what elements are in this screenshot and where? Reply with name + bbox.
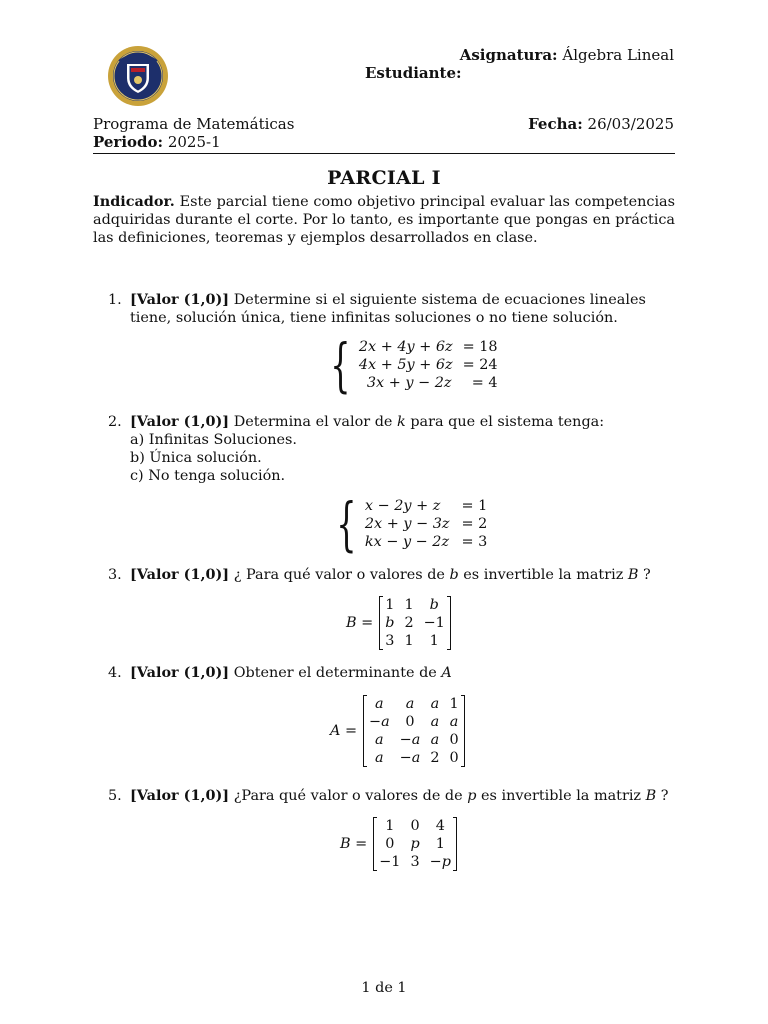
matrix-cell: a <box>449 714 459 730</box>
matrix-cell: 3 <box>410 854 420 870</box>
matrix-cell: a <box>430 696 440 712</box>
date-line <box>528 115 674 133</box>
variable-B: B <box>627 567 639 583</box>
intro-label: Indicador. <box>93 193 175 210</box>
question-2 <box>108 413 676 485</box>
equation-rhs: = 24 <box>462 357 498 373</box>
variable-A: A <box>441 665 452 681</box>
subject-label: Asignatura: <box>459 46 558 64</box>
matrix-cell: 2 <box>404 615 414 631</box>
matrix-cell: −1 <box>423 615 445 631</box>
matrix-q5 <box>340 817 457 871</box>
question-number: 5. <box>108 788 122 804</box>
matrix-cell: 2 <box>430 750 440 766</box>
question-4 <box>108 664 676 682</box>
question-text: Determine si el siguiente sistema de ecuaciones lineales tiene, solución única, tiene infinitas soluciones o no tiene solución. <box>130 292 646 326</box>
question-value: [Valor (1,0)] <box>130 664 230 681</box>
matrix-cell: 0 <box>405 714 415 730</box>
question-value: [Valor (1,0)] <box>130 566 230 583</box>
matrix-cell: −p <box>429 854 451 870</box>
matrix-cell: −a <box>399 750 421 766</box>
question-text: es invertible la matriz <box>476 788 646 804</box>
matrix-cell: 1 <box>429 633 439 649</box>
header-divider <box>93 153 675 154</box>
matrix-label: B = <box>340 836 368 852</box>
system-q2: { x − 2y + z = 1 2x + y − 3z = 2 kx − y − 2z = 3 <box>336 490 488 558</box>
variable-B: B <box>645 788 657 804</box>
question-5 <box>108 787 676 805</box>
institution-seal-icon <box>107 45 169 107</box>
option-c: c) No tenga solución. <box>130 468 286 484</box>
matrix-cell: 4 <box>435 818 445 834</box>
matrix-cell: b <box>385 615 395 631</box>
equation-rhs: = 1 <box>461 498 488 514</box>
matrix-cell: a <box>430 732 440 748</box>
question-text: ? <box>638 567 651 583</box>
variable-p: p <box>467 788 477 804</box>
question-text: ¿ Para qué valor o valores de <box>233 567 450 583</box>
question-text: es invertible la matriz <box>458 567 628 583</box>
matrix-cell: 0 <box>410 818 420 834</box>
student-label: Estudiante: <box>365 64 462 82</box>
matrix-cell: 1 <box>385 597 395 613</box>
period-value: 2025-1 <box>167 133 221 151</box>
matrix-cell: −a <box>369 714 390 730</box>
question-1 <box>108 291 676 327</box>
exam-title: PARCIAL I <box>327 167 441 189</box>
matrix-cell: p <box>410 836 420 852</box>
equation-lhs: kx − y − 2z <box>364 534 450 550</box>
question-3 <box>108 566 676 584</box>
program-name: Programa de Matemáticas <box>93 115 295 133</box>
matrix-cell: 0 <box>449 750 459 766</box>
question-number: 1. <box>108 292 122 308</box>
period-line <box>93 133 221 151</box>
equation-rhs: = 4 <box>471 375 498 391</box>
matrix-cell: 1 <box>404 633 414 649</box>
question-number: 2. <box>108 414 122 430</box>
equation-lhs: 3x + y − 2z <box>366 375 452 391</box>
equation-rhs: = 2 <box>461 516 488 532</box>
equation-lhs: 2x + 4y + 6z <box>358 339 453 355</box>
question-value: [Valor (1,0)] <box>130 413 230 430</box>
question-number: 3. <box>108 567 122 583</box>
matrix-q3 <box>346 596 451 650</box>
question-text: ¿Para qué valor o valores de de <box>233 788 468 804</box>
matrix-cell: b <box>429 597 439 613</box>
question-number: 4. <box>108 665 122 681</box>
question-text: ? <box>656 788 669 804</box>
matrix-cell: 0 <box>385 836 395 852</box>
matrix-cell: 1 <box>449 696 459 712</box>
matrix-q4 <box>330 695 465 767</box>
matrix-cell: a <box>430 714 440 730</box>
date-label: Fecha: <box>528 115 583 133</box>
question-text: Obtener el determinante de <box>233 665 442 681</box>
equation-lhs: 4x + 5y + 6z <box>358 357 453 373</box>
equation-lhs: x − 2y + z <box>364 498 441 514</box>
question-text: para que el sistema tenga: <box>405 414 605 430</box>
matrix-cell: a <box>405 696 415 712</box>
matrix-cell: 3 <box>385 633 395 649</box>
intro-paragraph <box>93 193 675 247</box>
page-number: 1 de 1 <box>361 980 407 996</box>
matrix-cell: a <box>375 732 384 748</box>
matrix-cell: 1 <box>385 818 395 834</box>
question-text: Determina el valor de <box>233 414 398 430</box>
matrix-label: B = <box>346 615 374 631</box>
option-a: a) Infinitas Soluciones. <box>130 432 297 448</box>
matrix-cell: 1 <box>435 836 445 852</box>
system-q1: { 2x + 4y + 6z = 18 4x + 5y + 6z = 24 3x + y − 2z = 4 <box>330 331 498 399</box>
period-label: Periodo: <box>93 133 164 151</box>
equation-rhs: = 3 <box>461 534 488 550</box>
matrix-cell: 1 <box>404 597 414 613</box>
intro-text: Este parcial tiene como objetivo principal evaluar las competencias adquiridas durante el corte. Por lo tanto, es importante que pongas en práctica las definiciones, teoremas y ejemplos desarrollados en clase. <box>93 194 676 246</box>
question-value: [Valor (1,0)] <box>130 291 230 308</box>
variable-k: k <box>397 414 406 430</box>
date-value: 26/03/2025 <box>587 115 674 133</box>
subject-line <box>460 46 674 64</box>
matrix-cell: 0 <box>449 732 459 748</box>
matrix-cell: a <box>375 750 384 766</box>
matrix-cell: −1 <box>379 854 401 870</box>
subject-value: Álgebra Lineal <box>562 46 674 64</box>
option-b: b) Única solución. <box>130 450 262 466</box>
matrix-cell: −a <box>399 732 421 748</box>
equation-rhs: = 18 <box>462 339 498 355</box>
matrix-label: A = <box>330 723 358 739</box>
variable-b: b <box>449 567 459 583</box>
equation-lhs: 2x + y − 3z <box>364 516 450 532</box>
question-value: [Valor (1,0)] <box>130 787 230 804</box>
matrix-cell: a <box>375 696 384 712</box>
